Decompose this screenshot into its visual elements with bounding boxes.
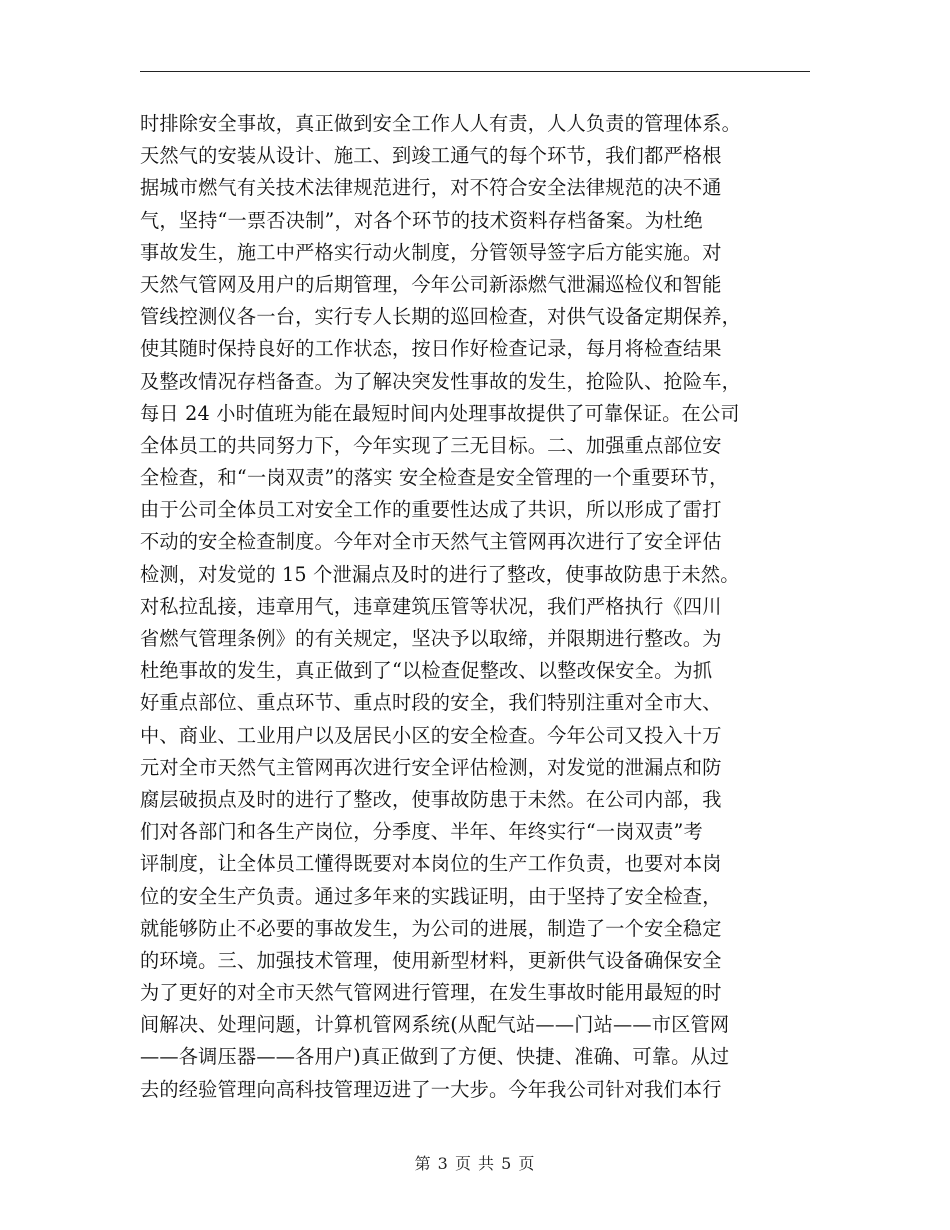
text-line: 气，坚持“一票否决制”，对各个环节的技术资料存档备案。为杜绝: [140, 208, 703, 232]
text-line: 间解决、处理问题，计算机管网系统(从配气站——门站——市区管网: [140, 1013, 730, 1037]
text-line: 元对全市天然气主管网再次进行安全评估检测，对发觉的泄漏点和防: [140, 755, 722, 779]
text-line: 不动的安全检查制度。今年对全市天然气主管网再次进行了安全评估: [140, 530, 722, 554]
text-line: 由于公司全体员工对安全工作的重要性达成了共识，所以形成了雷打: [140, 498, 722, 522]
text-line: 使其随时保持良好的工作状态，按日作好检查记录，每月将检查结果: [140, 337, 722, 361]
text-line: 的环境。三、加强技术管理，使用新型材料，更新供气设备确保安全: [140, 948, 722, 972]
text-line: 们对各部门和各生产岗位，分季度、半年、年终实行“一岗双责”考: [140, 820, 703, 844]
body-text: [140, 108, 830, 1106]
text-line: 评制度，让全体员工懂得既要对本岗位的生产工作负责，也要对本岗: [140, 852, 722, 876]
text-line: 为了更好的对全市天然气管网进行管理，在发生事故时能用最短的时: [140, 981, 722, 1005]
text-line: 天然气管网及用户的后期管理，今年公司新添燃气泄漏巡检仪和智能: [140, 272, 722, 296]
text-line: 就能够防止不必要的事故发生，为公司的进展，制造了一个安全稳定: [140, 916, 722, 940]
text-line: 据城市燃气有关技术法律规范进行，对不符合安全法律规范的决不通: [140, 176, 722, 200]
text-line: 去的经验管理向高科技管理迈进了一大步。今年我公司针对我们本行: [140, 1077, 722, 1101]
text-line: 省燃气管理条例》的有关规定，坚决予以取缔，并限期进行整改。为: [140, 627, 722, 650]
text-line: 时排除安全事故，真正做到安全工作人人有责，人人负责的管理体系。: [140, 112, 742, 135]
text-line: 检测，对发觉的 15 个泄漏点及时的进行了整改，使事故防患于未然。: [140, 562, 740, 586]
text-line: 腐层破损点及时的进行了整改，使事故防患于未然。在公司内部，我: [140, 787, 722, 811]
text-line: 天然气的安装从设计、施工、到竣工通气的每个环节，我们都严格根: [140, 144, 722, 168]
text-line: 事故发生，施工中严格实行动火制度，分管领导签字后方能实施。对: [140, 240, 722, 264]
text-line: 全检查，和“一岗双责”的落实 安全检查是安全管理的一个重要环节，: [140, 466, 729, 490]
text-line: ——各调压器——各用户)真正做到了方便、快捷、准确、可靠。从过: [140, 1045, 730, 1069]
text-line: 中、商业、工业用户以及居民小区的安全检查。今年公司又投入十万: [140, 723, 722, 747]
text-line: 杜绝事故的发生，真正做到了“以检查促整改、以整改保安全。为抓: [140, 659, 713, 683]
text-line: 好重点部位、重点环节、重点时段的安全，我们特别注重对全市大、: [140, 691, 722, 715]
text-line: 及整改情况存档备查。为了解决突发性事故的发生，抢险队、抢险车，: [140, 369, 742, 393]
page-number: 第 3 页 共 5 页: [414, 1154, 536, 1173]
text-line: 位的安全生产负责。通过多年来的实践证明，由于坚持了安全检查，: [140, 884, 722, 908]
text-line: 每日 24 小时值班为能在最短时间内处理事故提供了可靠保证。在公司: [140, 401, 740, 425]
text-line: 管线控测仪各一台，实行专人长期的巡回检查，对供气设备定期保养，: [140, 305, 742, 329]
header-rule: [140, 71, 810, 72]
text-line: 全体员工的共同努力下，今年实现了三无目标。二、加强重点部位安: [140, 433, 722, 457]
text-line: 对私拉乱接，违章用气，违章建筑压管等状况，我们严格执行《四川: [140, 594, 722, 618]
